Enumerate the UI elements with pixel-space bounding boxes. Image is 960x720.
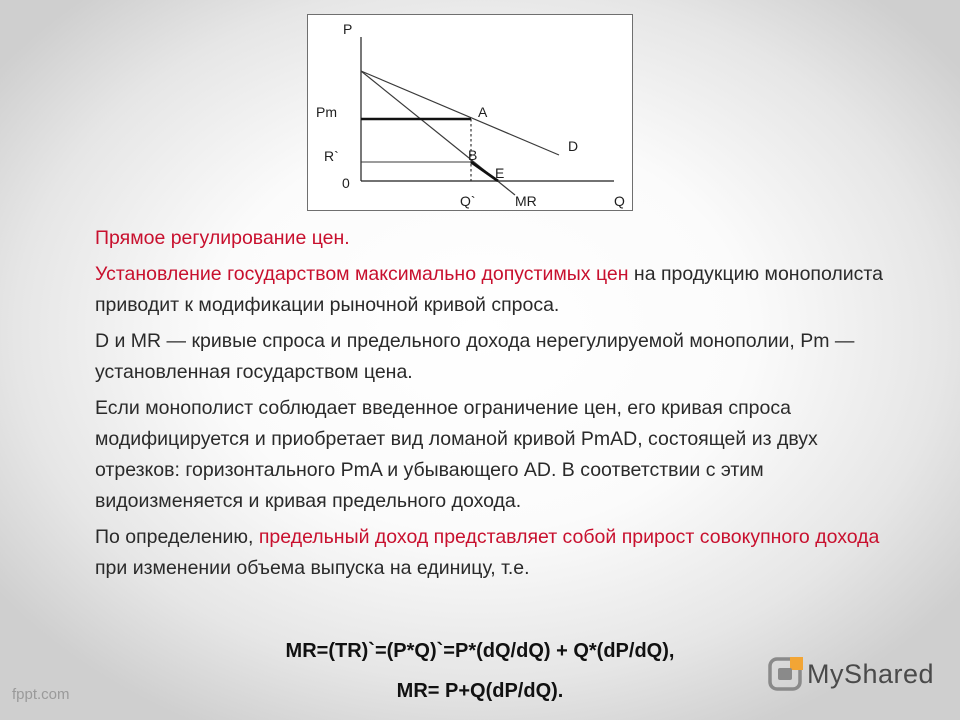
definition-rest: при изменении объема выпуска на единицу, т.е.	[95, 557, 530, 579]
highlight-price-ceiling: Установление государством максимально допустимых цен	[95, 263, 629, 285]
label-b: B	[468, 147, 478, 163]
brand-name: MyShared	[807, 658, 935, 689]
formula-mr-derivative: MR=(TR)`=(P*Q)`=P*(dQ/dQ) + Q*(dP/dQ),	[285, 640, 675, 662]
label-mr: MR	[515, 193, 537, 209]
formula-mr-short: MR= P+Q(dP/dQ).	[396, 680, 564, 702]
demand-diagram-svg	[308, 15, 634, 212]
myshared-logo-icon	[768, 656, 804, 692]
paragraph-price-ceiling-rest: на продукцию монополиста приводит к модификации рыночной кривой спроса.	[95, 263, 883, 316]
highlight-marginal-revenue: предельный доход представляет собой прирост совокупного дохода	[258, 526, 880, 548]
demand-diagram	[307, 14, 633, 211]
label-p: P	[343, 21, 353, 37]
footer-site[interactable]: fppt.com	[12, 686, 70, 703]
label-a: A	[478, 104, 488, 120]
demand-curve-d	[361, 71, 559, 155]
be-segment	[471, 162, 498, 181]
label-q-prime: Q`	[460, 193, 476, 209]
paragraph-title	[95, 223, 905, 254]
paragraph-definition	[95, 522, 905, 584]
heading-direct-regulation: Прямое регулирование цен.	[95, 227, 350, 249]
label-e: E	[495, 165, 505, 181]
label-q: Q	[614, 193, 625, 209]
paragraph-price-ceiling	[95, 259, 905, 321]
label-d: D	[568, 138, 579, 154]
label-r: R`	[324, 148, 339, 164]
slide-text-body	[95, 223, 905, 589]
label-zero: 0	[342, 175, 350, 191]
brand-logo[interactable]	[768, 656, 934, 692]
label-pm: Pm	[316, 104, 337, 120]
paragraph-d-mr: D и MR — кривые спроса и предельного дохода нерегулируемой монополии, Pm — установленная государством цена.	[95, 330, 855, 383]
definition-intro: По определению,	[95, 526, 259, 548]
paragraph-kinked-demand: Если монополист соблюдает введенное ограничение цен, его кривая спроса модифицируется и приобретает вид ломаной кривой PmAD, состоящей из двух отрезков: горизонтального PmA и убывающего AD. В соответствии с этим видоизменяется и кривая предельного дохода.	[95, 397, 818, 512]
